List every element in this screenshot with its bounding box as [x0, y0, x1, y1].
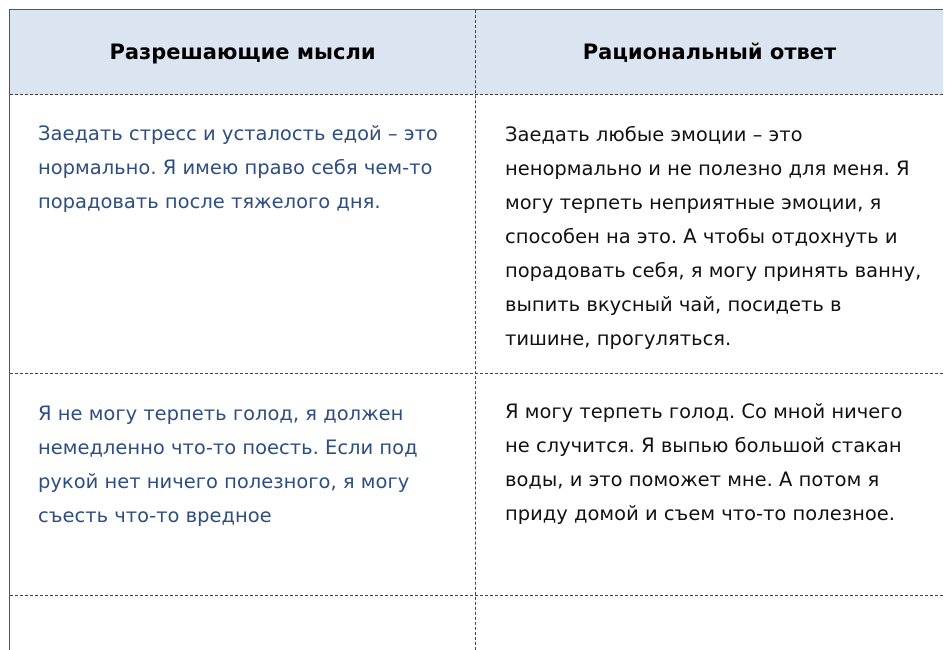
header-permissive-thoughts: Разрешающие мысли [109, 40, 376, 64]
rational-response-1: Заедать любые эмоции – это ненормально и не полезно для меня. Я могу терпеть неприятные эмоции, я способен на это. А чтобы отдохнуть и порадовать себя, я могу принять ванну, выпить вкусный чай, посидеть в тишине, прогуляться. [505, 123, 922, 350]
row-divider [10, 595, 943, 596]
column-divider [475, 10, 476, 650]
row-divider [10, 373, 943, 374]
permissive-thought-1: Заедать стресс и усталость едой – это нормально. Я имею право себя чем-то порадовать после тяжелого дня. [38, 122, 438, 213]
table-header-row [10, 10, 943, 95]
thoughts-table [9, 9, 943, 650]
permissive-thought-2: Я не могу терпеть голод, я должен немедленно что-то поесть. Если под рукой нет ничего полезного, я могу съесть что-то вредное [38, 402, 418, 527]
rational-response-2: Я могу терпеть голод. Со мной ничего не случится. Я выпью большой стакан воды, и это поможет мне. А потом я приду домой и съем что-то полезное. [505, 400, 903, 525]
header-rational-response: Рациональный ответ [582, 40, 837, 64]
